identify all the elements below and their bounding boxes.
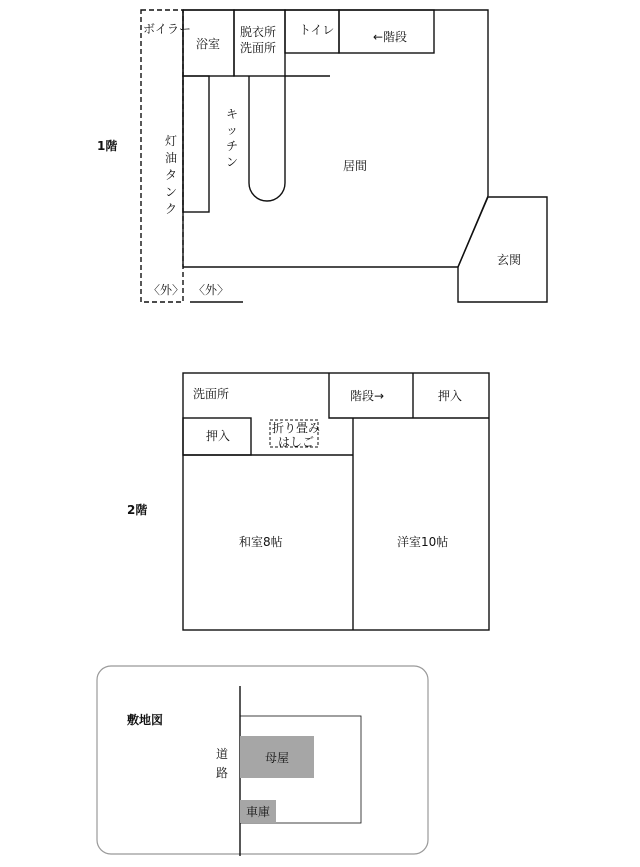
floor2-plan <box>127 373 489 630</box>
floor2-title: 2階 <box>127 503 148 517</box>
floor2-stairs-label: 階段→ <box>350 389 385 403</box>
western-room-label: 洋室10帖 <box>397 535 449 549</box>
outside-label-left: 〈外〉 <box>148 283 185 297</box>
kitchen-counter <box>249 76 285 201</box>
japanese-room-label: 和室8帖 <box>239 535 283 549</box>
dressing-label-line1: 脱衣所 <box>240 25 277 39</box>
oil-tank-label-char: ン <box>165 185 178 199</box>
site-map-title: 敷地図 <box>127 713 164 727</box>
oil-tank-label-char: 油 <box>165 151 178 165</box>
oil-tank-label-char: 灯 <box>165 134 178 148</box>
oil-tank <box>183 76 209 212</box>
main-house-label: 母屋 <box>265 751 290 765</box>
oil-tank-label-char: ク <box>165 202 178 216</box>
closet-left-label: 押入 <box>206 429 231 443</box>
floor1-plan <box>97 10 547 302</box>
entrance-room <box>458 197 547 302</box>
oil-tank-label-char: タ <box>165 168 178 182</box>
entrance-label: 玄関 <box>497 253 522 267</box>
ladder-label-line1: 折り畳み <box>272 421 321 435</box>
garage-label: 車庫 <box>246 805 271 819</box>
closet-right-label: 押入 <box>438 389 463 403</box>
floor1-outer-wall-bottom <box>183 196 488 267</box>
dressing-label-line2: 洗面所 <box>240 41 277 55</box>
washroom-label: 洗面所 <box>193 387 230 401</box>
bath-label: 浴室 <box>196 37 221 51</box>
toilet-label: トイレ <box>299 23 335 37</box>
floor1-title: 1階 <box>97 139 118 153</box>
kitchen-label-char: ン <box>226 155 239 169</box>
stairs-label: ←階段 <box>373 30 408 44</box>
ladder-label-line2: はしご <box>278 435 315 449</box>
kitchen-label-char: チ <box>226 139 239 153</box>
road-label-char: 道 <box>216 747 229 761</box>
floor2-outer-wall <box>183 373 489 630</box>
kitchen-label-char: ッ <box>226 123 239 137</box>
boiler-label: ボイラー <box>143 22 192 36</box>
road-label-char: 路 <box>216 766 229 780</box>
site-map <box>97 666 428 856</box>
living-label: 居間 <box>343 159 368 173</box>
outside-label-right: 〈外〉 <box>193 283 230 297</box>
kitchen-label-char: キ <box>226 107 239 121</box>
